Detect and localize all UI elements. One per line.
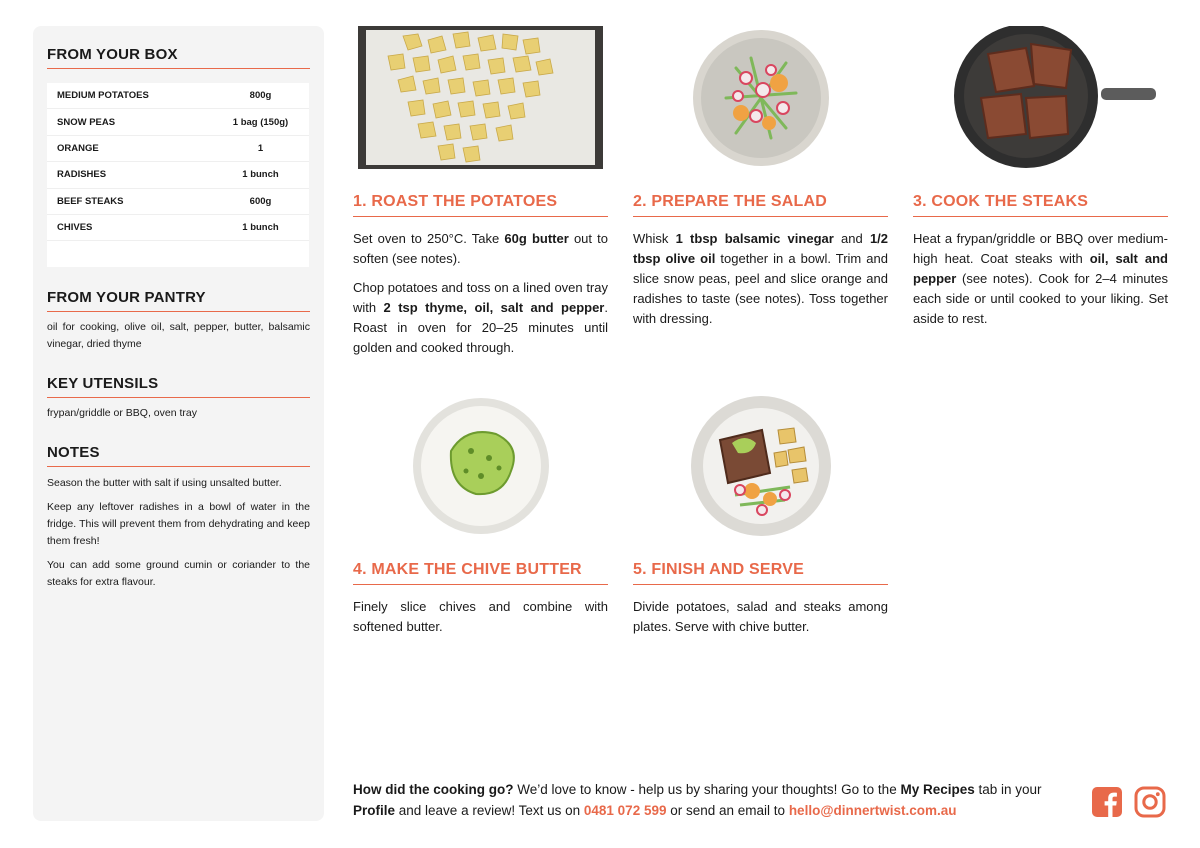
table-row (47, 162, 309, 188)
notes-heading: NOTES (47, 444, 310, 467)
instruction-text: and (833, 231, 870, 246)
utensils-text: frypan/griddle or BBQ, oven tray (47, 407, 197, 420)
step-3-body (913, 229, 1168, 329)
step-1-image (353, 26, 608, 169)
step-2 (633, 26, 888, 329)
notes-list (47, 475, 310, 591)
step-4-image (353, 394, 608, 537)
facebook-icon[interactable] (1091, 786, 1123, 818)
ingredient-quantity: 1 bag (150g) (232, 116, 289, 128)
pantry-heading: FROM YOUR PANTRY (47, 289, 310, 312)
feedback-text: We’d love to know - help us by sharing your thoughts! Go to the (513, 782, 901, 797)
steak-pan-image (926, 26, 1156, 169)
step-3 (913, 26, 1168, 329)
step-3-image (913, 26, 1168, 169)
email-link[interactable]: hello@dinnertwist.com.au (788, 803, 957, 818)
step-1-title: 1. ROAST THE POTATOES (353, 193, 608, 217)
step-2-body (633, 229, 888, 329)
ingredients-sidebar (33, 26, 324, 821)
step-paragraph (913, 229, 1168, 329)
feedback-text: or send an email to (666, 803, 789, 818)
instruction-text: (see notes). Cook for 2–4 minutes each side or until cooked to your liking. Set aside to rest. (913, 271, 1168, 326)
utensils-section (47, 375, 310, 422)
step-5-title: 5. FINISH AND SERVE (633, 561, 888, 585)
highlighted-ingredient: 60g butter (504, 231, 569, 246)
step-2-image (633, 26, 888, 169)
highlighted-ingredient: 1/2 tbsp olive oil (633, 231, 889, 266)
table-row (47, 109, 309, 135)
ingredient-quantity: 800g (249, 90, 272, 102)
utensils-heading: KEY UTENSILS (47, 375, 310, 398)
highlighted-ingredient: 2 tsp thyme, oil, salt and pepper (383, 300, 605, 315)
ingredient-name: RADISHES (57, 169, 107, 181)
box-heading: FROM YOUR BOX (47, 46, 310, 69)
feedback-question: How did the cooking go? (353, 782, 514, 797)
instruction-text: Finely slice chives and combine with softened butter. (353, 599, 608, 634)
step-4-title: 4. MAKE THE CHIVE BUTTER (353, 561, 608, 585)
box-ingredients-table (47, 83, 309, 267)
step-5-image (633, 394, 888, 537)
table-row (47, 83, 309, 109)
step-4-body (353, 597, 608, 637)
instruction-text: together in a bowl. Trim and slice snow peas, peel and slice orange and radishes to taste (see notes). Toss together with dressing. (633, 251, 888, 326)
note-item: Keep any leftover radishes in a bowl of water in the fridge. This will prevent them from dehydrating and keep them fresh! (47, 501, 310, 548)
ingredient-quantity: 1 bunch (242, 222, 279, 234)
my-recipes-link[interactable]: My Recipes (900, 782, 975, 797)
table-row (47, 215, 309, 241)
pantry-text: oil for cooking, olive oil, salt, pepper, butter, balsamic vinegar, dried thyme (47, 321, 310, 351)
step-paragraph (633, 597, 888, 637)
phone-link[interactable]: 0481 072 599 (583, 803, 667, 818)
instagram-icon[interactable] (1134, 786, 1166, 818)
step-2-title: 2. PREPARE THE SALAD (633, 193, 888, 217)
ingredient-name: CHIVES (57, 222, 93, 234)
instruction-text: . Roast in oven for 20–25 minutes until golden and cooked through. (353, 300, 608, 355)
step-5 (633, 394, 888, 637)
instruction-text: Chop potatoes and toss on a lined oven tray with (353, 280, 608, 315)
instruction-text: Heat a frypan/griddle or BBQ over medium-high heat. Coat steaks with (913, 231, 1168, 266)
potato-tray-image (358, 26, 603, 169)
pantry-section (47, 289, 310, 353)
salad-bowl-image (691, 28, 831, 168)
step-paragraph (353, 278, 608, 358)
note-item: Season the butter with salt if using unsalted butter. (47, 477, 282, 490)
ingredient-name: ORANGE (57, 142, 99, 154)
notes-section (47, 444, 310, 591)
step-paragraph (633, 229, 888, 329)
step-5-body (633, 597, 888, 637)
step-3-title: 3. COOK THE STEAKS (913, 193, 1168, 217)
ingredient-name: BEEF STEAKS (57, 195, 124, 207)
instruction-text: out to soften (see notes). (353, 231, 609, 266)
step-1 (353, 26, 608, 358)
step-paragraph (353, 229, 608, 269)
ingredient-name: MEDIUM POTATOES (57, 90, 149, 102)
table-row (47, 136, 309, 162)
step-paragraph (353, 597, 608, 637)
feedback-text: tab in your (974, 782, 1042, 797)
feedback-text: and leave a review! Text us on (395, 803, 584, 818)
ingredient-name: SNOW PEAS (57, 116, 116, 128)
instruction-text: Set oven to 250°C. Take (353, 231, 505, 246)
note-item: You can add some ground cumin or coriander to the steaks for extra flavour. (47, 559, 310, 589)
table-row (47, 189, 309, 215)
step-4 (353, 394, 608, 637)
highlighted-ingredient: 1 tbsp balsamic vinegar (675, 231, 834, 246)
ingredient-quantity: 1 bunch (242, 169, 279, 181)
plated-dish-image (690, 395, 832, 537)
ingredient-quantity: 1 (257, 142, 264, 154)
instruction-text: Whisk (633, 231, 676, 246)
feedback-footer (353, 779, 1078, 821)
step-1-body (353, 229, 608, 358)
profile-link[interactable]: Profile (353, 803, 396, 818)
ingredient-quantity: 600g (249, 195, 272, 207)
chive-butter-image (411, 396, 551, 536)
highlighted-ingredient: oil, salt and pepper (913, 251, 1168, 286)
instruction-text: Divide potatoes, salad and steaks among plates. Serve with chive butter. (633, 599, 888, 634)
table-row-empty (47, 241, 309, 267)
